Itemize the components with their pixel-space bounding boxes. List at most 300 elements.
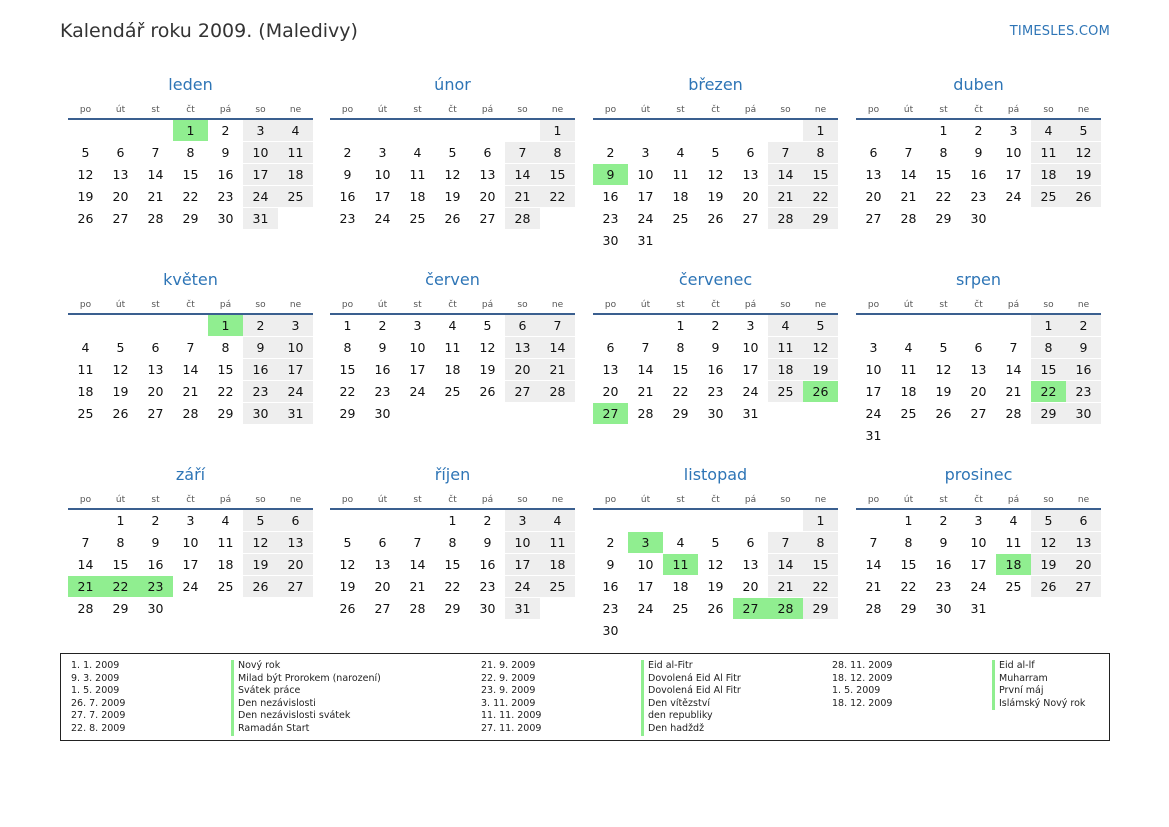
day-cell: 14 — [400, 554, 435, 576]
day-cell: 20 — [733, 576, 768, 598]
day-cell: 17 — [856, 381, 891, 403]
empty-cell — [768, 403, 803, 425]
month-table — [856, 491, 1101, 619]
weekday-header: st — [926, 491, 961, 509]
holiday-name: Svátek práce — [231, 685, 300, 698]
day-cell: 18 — [1031, 164, 1066, 186]
day-cell: 24 — [628, 208, 663, 230]
day-cell: 1 — [540, 119, 575, 142]
day-cell: 13 — [470, 164, 505, 186]
day-cell: 29 — [173, 208, 208, 230]
month-name: duben — [953, 75, 1004, 94]
day-cell: 28 — [173, 403, 208, 425]
day-cell: 27 — [278, 576, 313, 598]
day-cell: 22 — [803, 186, 838, 208]
weekday-header: so — [243, 296, 278, 314]
weekday-header: čt — [435, 491, 470, 509]
day-cell: 26 — [103, 403, 138, 425]
empty-cell — [961, 314, 996, 337]
day-cell: 2 — [138, 509, 173, 532]
month-table — [68, 101, 313, 229]
month-name: květen — [163, 270, 218, 289]
day-cell: 22 — [1031, 381, 1066, 403]
empty-cell — [243, 598, 278, 620]
day-cell: 13 — [856, 164, 891, 186]
day-cell: 7 — [68, 532, 103, 554]
day-cell: 1 — [891, 509, 926, 532]
day-cell: 12 — [243, 532, 278, 554]
day-cell: 11 — [278, 142, 313, 164]
empty-cell — [103, 119, 138, 142]
weekday-header: čt — [961, 296, 996, 314]
day-cell: 11 — [208, 532, 243, 554]
day-cell: 17 — [173, 554, 208, 576]
day-cell: 11 — [68, 359, 103, 381]
month-name: listopad — [683, 465, 748, 484]
holiday-name: Den vítězství — [641, 698, 710, 711]
day-cell: 13 — [278, 532, 313, 554]
day-cell: 7 — [400, 532, 435, 554]
day-cell: 16 — [593, 186, 628, 208]
day-cell: 28 — [996, 403, 1031, 425]
weekday-header: st — [926, 101, 961, 119]
legend-row — [832, 660, 1085, 673]
weekday-header: út — [365, 491, 400, 509]
day-cell: 11 — [540, 532, 575, 554]
day-cell: 26 — [330, 598, 365, 620]
month-name: únor — [434, 75, 471, 94]
empty-cell — [996, 598, 1031, 620]
day-cell: 23 — [365, 381, 400, 403]
empty-cell — [698, 509, 733, 532]
weekday-header: čt — [698, 101, 733, 119]
day-cell: 17 — [365, 186, 400, 208]
weekday-header: ne — [540, 491, 575, 509]
holiday-date: 1. 5. 2009 — [71, 685, 120, 697]
day-cell: 27 — [733, 598, 768, 620]
day-cell: 3 — [365, 142, 400, 164]
empty-cell — [768, 509, 803, 532]
weekday-header: ne — [803, 101, 838, 119]
day-cell: 9 — [593, 554, 628, 576]
empty-cell — [103, 314, 138, 337]
holiday-date: 27. 11. 2009 — [481, 722, 542, 734]
weekday-header: so — [768, 101, 803, 119]
weekday-header: so — [505, 296, 540, 314]
empty-cell — [365, 119, 400, 142]
day-cell: 8 — [891, 532, 926, 554]
day-cell: 15 — [803, 164, 838, 186]
legend-row — [481, 660, 741, 673]
day-cell: 2 — [961, 119, 996, 142]
month-calendar — [856, 73, 1101, 229]
day-cell: 28 — [856, 598, 891, 620]
month-table — [68, 491, 313, 619]
day-cell: 30 — [1066, 403, 1101, 425]
day-cell: 13 — [1066, 532, 1101, 554]
empty-cell — [330, 509, 365, 532]
day-cell: 24 — [365, 208, 400, 230]
day-cell: 8 — [435, 532, 470, 554]
day-cell: 22 — [926, 186, 961, 208]
day-cell: 7 — [173, 337, 208, 359]
day-cell: 6 — [103, 142, 138, 164]
day-cell: 26 — [698, 208, 733, 230]
legend-row — [71, 660, 381, 673]
day-cell: 11 — [435, 337, 470, 359]
weekday-header: čt — [173, 101, 208, 119]
day-cell: 15 — [663, 359, 698, 381]
empty-cell — [400, 119, 435, 142]
day-cell: 20 — [961, 381, 996, 403]
weekday-header: ne — [540, 296, 575, 314]
day-cell: 8 — [330, 337, 365, 359]
day-cell: 25 — [540, 576, 575, 598]
day-cell: 22 — [208, 381, 243, 403]
day-cell: 6 — [733, 142, 768, 164]
day-cell: 29 — [208, 403, 243, 425]
month-calendar — [68, 73, 313, 229]
empty-cell — [891, 119, 926, 142]
day-cell: 10 — [628, 164, 663, 186]
empty-cell — [505, 119, 540, 142]
day-cell: 3 — [856, 337, 891, 359]
day-cell: 10 — [365, 164, 400, 186]
day-cell: 21 — [891, 186, 926, 208]
day-cell: 14 — [505, 164, 540, 186]
day-cell: 17 — [505, 554, 540, 576]
day-cell: 25 — [891, 403, 926, 425]
weekday-header: ne — [278, 101, 313, 119]
day-cell: 8 — [173, 142, 208, 164]
day-cell: 22 — [540, 186, 575, 208]
day-cell: 6 — [961, 337, 996, 359]
holiday-date: 3. 11. 2009 — [481, 697, 536, 709]
weekday-header: po — [330, 101, 365, 119]
day-cell: 26 — [68, 208, 103, 230]
day-cell: 6 — [505, 314, 540, 337]
day-cell: 18 — [278, 164, 313, 186]
weekday-header: po — [856, 296, 891, 314]
day-cell: 30 — [138, 598, 173, 620]
day-cell: 26 — [243, 576, 278, 598]
empty-cell — [628, 509, 663, 532]
day-cell: 20 — [278, 554, 313, 576]
day-cell: 2 — [330, 142, 365, 164]
holiday-date: 11. 11. 2009 — [481, 710, 542, 722]
day-cell: 16 — [208, 164, 243, 186]
weekday-header: po — [330, 296, 365, 314]
empty-cell — [593, 314, 628, 337]
day-cell: 27 — [1066, 576, 1101, 598]
day-cell: 3 — [278, 314, 313, 337]
empty-cell — [733, 509, 768, 532]
day-cell: 3 — [996, 119, 1031, 142]
empty-cell — [470, 119, 505, 142]
day-cell: 21 — [505, 186, 540, 208]
day-cell: 19 — [1031, 554, 1066, 576]
day-cell: 9 — [208, 142, 243, 164]
day-cell: 28 — [540, 381, 575, 403]
day-cell: 25 — [278, 186, 313, 208]
day-cell: 13 — [733, 554, 768, 576]
day-cell: 13 — [138, 359, 173, 381]
day-cell: 14 — [173, 359, 208, 381]
day-cell: 22 — [803, 576, 838, 598]
day-cell: 8 — [663, 337, 698, 359]
day-cell: 24 — [505, 576, 540, 598]
day-cell: 2 — [593, 142, 628, 164]
empty-cell — [505, 403, 540, 425]
empty-cell — [628, 314, 663, 337]
day-cell: 2 — [243, 314, 278, 337]
day-cell: 26 — [926, 403, 961, 425]
day-cell: 27 — [733, 208, 768, 230]
day-cell: 18 — [891, 381, 926, 403]
empty-cell — [1066, 208, 1101, 230]
day-cell: 31 — [243, 208, 278, 230]
day-cell: 9 — [365, 337, 400, 359]
empty-cell — [593, 119, 628, 142]
day-cell: 13 — [505, 337, 540, 359]
day-cell: 8 — [803, 532, 838, 554]
day-cell: 14 — [891, 164, 926, 186]
day-cell: 9 — [470, 532, 505, 554]
empty-cell — [891, 425, 926, 447]
day-cell: 25 — [1031, 186, 1066, 208]
day-cell: 8 — [103, 532, 138, 554]
weekday-header: čt — [173, 491, 208, 509]
day-cell: 23 — [1066, 381, 1101, 403]
month-calendar — [68, 268, 313, 424]
day-cell: 3 — [628, 532, 663, 554]
weekday-header: so — [243, 491, 278, 509]
weekday-header: so — [505, 491, 540, 509]
month-table — [330, 296, 575, 424]
empty-cell — [68, 119, 103, 142]
day-cell: 14 — [768, 164, 803, 186]
holiday-date: 22. 8. 2009 — [71, 722, 126, 734]
day-cell: 14 — [138, 164, 173, 186]
empty-cell — [68, 509, 103, 532]
day-cell: 23 — [330, 208, 365, 230]
day-cell: 4 — [68, 337, 103, 359]
month-table — [330, 101, 575, 229]
day-cell: 5 — [435, 142, 470, 164]
day-cell: 20 — [856, 186, 891, 208]
day-cell: 25 — [768, 381, 803, 403]
weekday-header: ne — [803, 491, 838, 509]
day-cell: 14 — [68, 554, 103, 576]
day-cell: 20 — [138, 381, 173, 403]
empty-cell — [435, 119, 470, 142]
day-cell: 9 — [1066, 337, 1101, 359]
weekday-header: pá — [208, 296, 243, 314]
legend-column — [481, 660, 741, 736]
weekday-header: po — [593, 296, 628, 314]
weekday-header: pá — [208, 491, 243, 509]
empty-cell — [996, 425, 1031, 447]
day-cell: 28 — [68, 598, 103, 620]
day-cell: 21 — [540, 359, 575, 381]
day-cell: 4 — [768, 314, 803, 337]
day-cell: 12 — [926, 359, 961, 381]
day-cell: 25 — [208, 576, 243, 598]
day-cell: 31 — [505, 598, 540, 620]
day-cell: 4 — [996, 509, 1031, 532]
day-cell: 16 — [926, 554, 961, 576]
day-cell: 13 — [593, 359, 628, 381]
empty-cell — [400, 509, 435, 532]
weekday-header: čt — [961, 101, 996, 119]
holiday-legend — [60, 653, 1110, 741]
day-cell: 12 — [68, 164, 103, 186]
empty-cell — [803, 230, 838, 252]
day-cell: 21 — [768, 186, 803, 208]
legend-row — [481, 723, 741, 736]
empty-cell — [138, 119, 173, 142]
legend-column — [71, 660, 381, 736]
empty-cell — [1031, 425, 1066, 447]
day-cell: 20 — [505, 359, 540, 381]
day-cell: 14 — [768, 554, 803, 576]
weekday-header: so — [1031, 296, 1066, 314]
day-cell: 29 — [1031, 403, 1066, 425]
weekday-header: pá — [470, 296, 505, 314]
weekday-header: so — [243, 101, 278, 119]
day-cell: 9 — [138, 532, 173, 554]
holiday-date: 1. 1. 2009 — [71, 660, 120, 671]
month-name: září — [175, 465, 206, 484]
day-cell: 8 — [803, 142, 838, 164]
day-cell: 5 — [926, 337, 961, 359]
day-cell: 11 — [996, 532, 1031, 554]
day-cell: 12 — [698, 554, 733, 576]
holiday-date: 26. 7. 2009 — [71, 697, 126, 709]
day-cell: 23 — [926, 576, 961, 598]
empty-cell — [208, 598, 243, 620]
day-cell: 2 — [593, 532, 628, 554]
day-cell: 8 — [1031, 337, 1066, 359]
legend-row — [71, 710, 381, 723]
weekday-header: ne — [278, 491, 313, 509]
weekday-header: st — [663, 101, 698, 119]
day-cell: 17 — [628, 186, 663, 208]
legend-row — [481, 685, 741, 698]
day-cell: 29 — [803, 598, 838, 620]
day-cell: 15 — [330, 359, 365, 381]
day-cell: 19 — [68, 186, 103, 208]
day-cell: 17 — [243, 164, 278, 186]
day-cell: 15 — [435, 554, 470, 576]
day-cell: 30 — [593, 620, 628, 642]
day-cell: 10 — [733, 337, 768, 359]
weekday-header: pá — [470, 101, 505, 119]
day-cell: 17 — [278, 359, 313, 381]
month-name: říjen — [434, 465, 471, 484]
month-calendar — [856, 463, 1101, 619]
day-cell: 12 — [698, 164, 733, 186]
day-cell: 14 — [996, 359, 1031, 381]
day-cell: 9 — [243, 337, 278, 359]
empty-cell — [698, 119, 733, 142]
weekday-header: st — [400, 491, 435, 509]
weekday-header: st — [138, 296, 173, 314]
page-title: Kalendář roku 2009. (Maledivy) — [60, 20, 358, 42]
day-cell: 6 — [278, 509, 313, 532]
day-cell: 6 — [470, 142, 505, 164]
day-cell: 18 — [540, 554, 575, 576]
day-cell: 7 — [856, 532, 891, 554]
day-cell: 23 — [138, 576, 173, 598]
empty-cell — [365, 509, 400, 532]
day-cell: 2 — [1066, 314, 1101, 337]
day-cell: 5 — [470, 314, 505, 337]
day-cell: 8 — [926, 142, 961, 164]
day-cell: 4 — [891, 337, 926, 359]
day-cell: 8 — [208, 337, 243, 359]
empty-cell — [138, 314, 173, 337]
month-table — [593, 491, 838, 641]
day-cell: 29 — [435, 598, 470, 620]
day-cell: 31 — [628, 230, 663, 252]
day-cell: 8 — [540, 142, 575, 164]
holiday-name: Islámský Nový rok — [992, 698, 1085, 711]
day-cell: 2 — [698, 314, 733, 337]
day-cell: 3 — [505, 509, 540, 532]
day-cell: 3 — [173, 509, 208, 532]
day-cell: 21 — [68, 576, 103, 598]
day-cell: 15 — [540, 164, 575, 186]
day-cell: 4 — [663, 142, 698, 164]
day-cell: 15 — [173, 164, 208, 186]
empty-cell — [435, 403, 470, 425]
day-cell: 1 — [803, 509, 838, 532]
day-cell: 16 — [470, 554, 505, 576]
brand-link[interactable]: TIMESLES.COM — [1009, 24, 1110, 39]
legend-row — [71, 698, 381, 711]
day-cell: 18 — [768, 359, 803, 381]
day-cell: 9 — [330, 164, 365, 186]
day-cell: 7 — [138, 142, 173, 164]
day-cell: 16 — [593, 576, 628, 598]
day-cell: 20 — [1066, 554, 1101, 576]
day-cell: 21 — [400, 576, 435, 598]
empty-cell — [330, 119, 365, 142]
day-cell: 27 — [856, 208, 891, 230]
month-calendar — [330, 268, 575, 424]
day-cell: 17 — [400, 359, 435, 381]
day-cell: 23 — [470, 576, 505, 598]
day-cell: 1 — [330, 314, 365, 337]
month-calendar — [330, 463, 575, 619]
day-cell: 9 — [698, 337, 733, 359]
legend-row — [832, 698, 1085, 711]
empty-cell — [803, 620, 838, 642]
weekday-header: pá — [470, 491, 505, 509]
day-cell: 24 — [278, 381, 313, 403]
empty-cell — [1066, 598, 1101, 620]
empty-cell — [856, 509, 891, 532]
weekday-header: so — [768, 491, 803, 509]
holiday-name: Dovolená Eid Al Fitr — [641, 685, 741, 698]
day-cell: 7 — [628, 337, 663, 359]
day-cell: 1 — [103, 509, 138, 532]
empty-cell — [768, 620, 803, 642]
day-cell: 19 — [698, 576, 733, 598]
day-cell: 13 — [103, 164, 138, 186]
month-name: červenec — [678, 270, 753, 289]
